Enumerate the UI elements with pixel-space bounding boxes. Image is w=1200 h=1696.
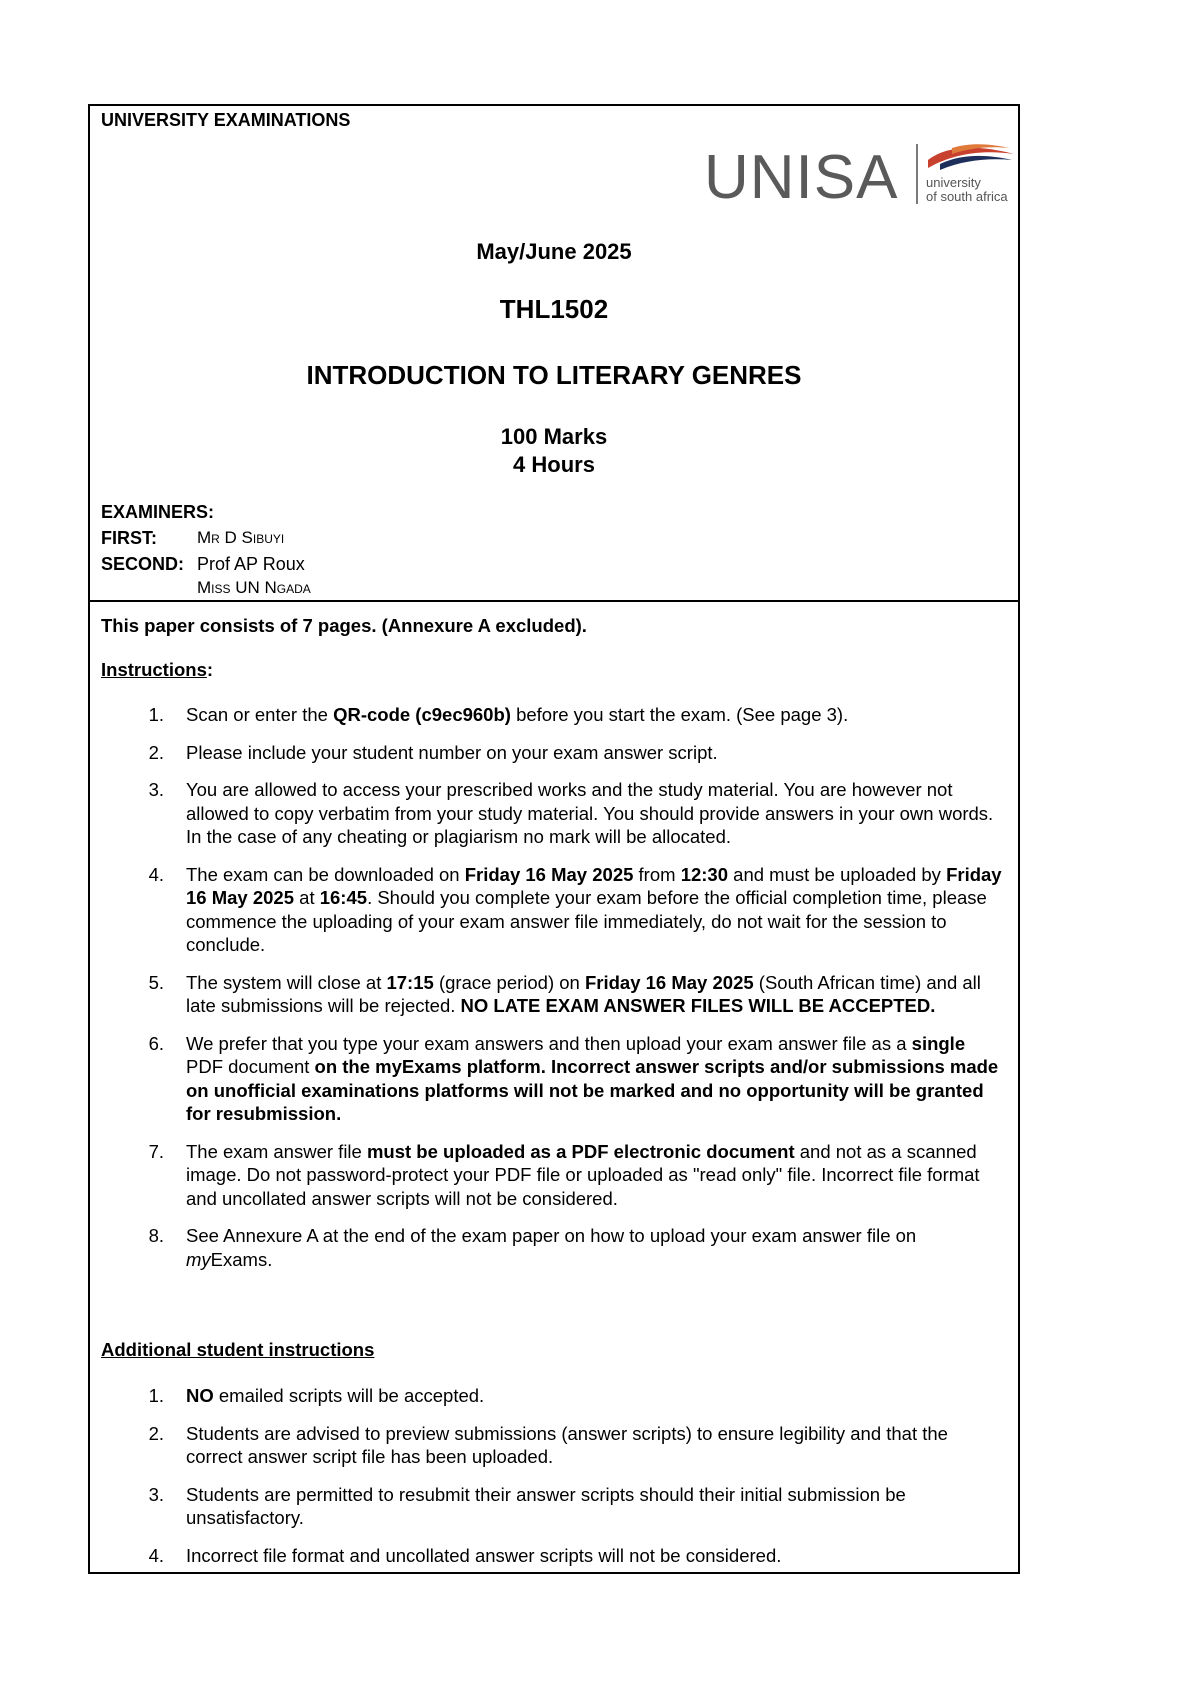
exam-cover-frame	[88, 104, 1020, 1574]
instruction-text: The system will close at 17:15 (grace period) on Friday 16 May 2025 (South African time) and all late submissions will be rejected. NO LATE EXAM ANSWER FILES WILL BE ACCEPTED.	[186, 971, 981, 1016]
instructions-list	[90, 703, 1004, 1285]
list-item	[90, 1483, 1004, 1530]
list-item	[90, 741, 1004, 765]
logo-divider	[916, 144, 918, 204]
instruction-text: The exam can be downloaded on Friday 16 May 2025 from 12:30 and must be uploaded by Friday 16 May 2025 at 16:45. Should you complete your exam before the official completion time, please commence the uploading of your exam answer file immediately, do not wait for the session to conclude.	[186, 863, 1002, 955]
instruction-text: Students are permitted to resubmit their answer scripts should their initial submission be unsatisfactory.	[186, 1483, 906, 1528]
second-examiner-row	[101, 554, 305, 575]
exam-duration: 4 Hours	[513, 452, 595, 477]
instruction-text: Students are advised to preview submissions (answer scripts) to ensure legibility and that the correct answer script file has been uploaded.	[186, 1422, 948, 1467]
list-number: 6.	[148, 1032, 164, 1054]
instruction-text: Incorrect file format and uncollated answer scripts will not be considered.	[186, 1544, 782, 1566]
list-number: 4.	[148, 863, 164, 885]
list-number: 3.	[148, 1483, 164, 1505]
list-number: 4.	[148, 1544, 164, 1566]
instructions-heading: Instructions	[101, 659, 207, 680]
instruction-text: The exam answer file must be uploaded as a PDF electronic document and not as a scanned image. Do not password-protect your PDF file or uploaded as "read only" file. Incorrect file format and uncollated answer scripts will not be considered.	[186, 1140, 980, 1209]
instruction-text: We prefer that you type your exam answers and then upload your exam answer file as a single PDF document on the myExams platform. Incorrect answer scripts and/or submissions made on unofficial examinations platforms will not be marked and no opportunity will be granted for resubmission.	[186, 1032, 999, 1124]
additional-instructions-list	[90, 1384, 1004, 1581]
first-examiner-label: FIRST:	[101, 528, 157, 548]
third-examiner-name: Miss UN Ngada	[197, 578, 311, 597]
list-number: 2.	[148, 741, 164, 763]
list-item	[90, 1384, 1004, 1408]
list-number: 1.	[148, 704, 164, 725]
exam-session: May/June 2025	[476, 239, 632, 264]
instructions-heading-row: Instructions:	[101, 659, 214, 680]
list-item	[90, 1422, 1004, 1469]
list-number: 8.	[148, 1225, 164, 1246]
list-item	[90, 1544, 1004, 1568]
unisa-logo	[704, 142, 1014, 218]
list-item	[90, 1140, 1004, 1211]
logo-wordmark: UNISA	[704, 143, 899, 212]
second-examiner-label: SECOND:	[101, 554, 185, 574]
list-number: 3.	[148, 779, 164, 800]
list-item	[90, 971, 1004, 1018]
instruction-text: Scan or enter the QR-code (c9ec960b) before you start the exam. (See page 3).	[186, 704, 849, 725]
list-number: 1.	[148, 1385, 164, 1406]
logo-subtitle-line-2: of south africa	[926, 189, 1008, 204]
list-number: 5.	[148, 971, 164, 993]
section-divider	[90, 600, 1018, 602]
instruction-text: You are allowed to access your prescribed works and the study material. You are however not allowed to copy verbatim from your study material. You should provide answers in your own words. In the case of any cheating or plagiarism no mark will be allocated.	[186, 779, 994, 847]
second-examiner-name: Prof AP Roux	[197, 554, 305, 574]
instruction-text: NO emailed scripts will be accepted.	[186, 1385, 485, 1406]
list-item	[90, 778, 1004, 849]
module-code: THL1502	[499, 294, 609, 324]
total-marks: 100 Marks	[500, 424, 608, 449]
list-number: 2.	[148, 1422, 164, 1444]
first-examiner-name: Mr D Sibuyi	[197, 528, 285, 547]
list-item	[90, 1032, 1004, 1126]
list-item	[90, 703, 1004, 727]
first-examiner-row	[101, 528, 285, 549]
university-examinations-heading: UNIVERSITY EXAMINATIONS	[101, 110, 351, 130]
logo-subtitle-line-1: university	[926, 175, 981, 190]
instruction-text: See Annexure A at the end of the exam paper on how to upload your exam answer file on myExams.	[186, 1225, 917, 1270]
paper-page-count: This paper consists of 7 pages. (Annexure A excluded).	[101, 615, 587, 636]
logo-flag-icon	[926, 142, 1016, 176]
examiners-heading: EXAMINERS:	[101, 502, 215, 522]
list-number: 7.	[148, 1140, 164, 1162]
logo-subtitle	[926, 176, 1008, 204]
list-item	[90, 1224, 1004, 1271]
module-title: INTRODUCTION TO LITERARY GENRES	[306, 360, 802, 390]
instruction-text: Please include your student number on your exam answer script.	[186, 741, 718, 763]
list-item	[90, 863, 1004, 957]
additional-instructions-heading: Additional student instructions	[101, 1339, 375, 1360]
